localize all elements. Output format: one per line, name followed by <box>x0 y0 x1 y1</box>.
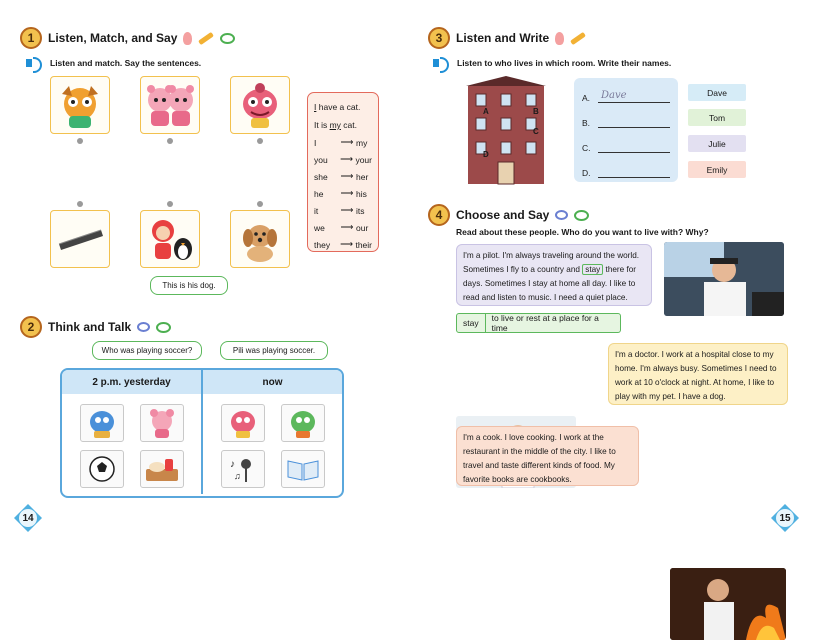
open-book-icon <box>281 450 325 488</box>
section2-heading <box>20 316 171 338</box>
pronoun-example-1: I have a cat. <box>314 102 361 112</box>
pink-bears-icon <box>143 80 197 130</box>
section2-title: Think and Talk <box>48 320 132 334</box>
arrow-icon: ⟶ <box>340 239 354 249</box>
name-chip-emily[interactable]: Emily <box>688 161 746 178</box>
toys-icon <box>143 213 197 265</box>
food-tray-icon <box>140 450 184 488</box>
arrow-icon: ⟶ <box>340 222 354 232</box>
answer-line-d: D. <box>582 153 670 178</box>
pink-monster-icon <box>221 404 265 442</box>
pronoun-row: they ⟶ their <box>314 239 372 250</box>
highlight-stay: stay <box>582 264 603 275</box>
page-number-right: 15 <box>770 503 800 533</box>
match-dot[interactable] <box>257 201 263 207</box>
ear-icon <box>183 32 192 45</box>
card-comb[interactable] <box>50 210 110 268</box>
audio-speaker-icon[interactable] <box>433 56 449 70</box>
microphone-music-icon <box>221 450 265 488</box>
table-header <box>62 370 342 394</box>
pink-monster-icon <box>235 80 285 130</box>
answer-bubble: Pili was playing soccer. <box>220 341 328 360</box>
answer-panel <box>574 78 678 182</box>
think-talk-table <box>60 368 344 498</box>
pencil-icon <box>570 31 586 44</box>
section4-instruction: Read about these people. Who do you want to live with? Why? <box>456 227 709 237</box>
section1-instruction-row <box>26 56 201 70</box>
match-dot[interactable] <box>77 138 83 144</box>
match-dot[interactable] <box>257 138 263 144</box>
section1-instruction: Listen and match. Say the sentences. <box>50 58 202 68</box>
dog-icon <box>235 214 285 264</box>
svg-text:♪: ♪ <box>230 459 235 470</box>
arrow-icon: ⟶ <box>340 171 354 181</box>
thought-bubble-icon <box>555 210 568 220</box>
match-dot[interactable] <box>77 201 83 207</box>
table-body <box>62 394 342 494</box>
apartment-building <box>462 74 550 186</box>
speech-bubble-icon <box>574 210 589 221</box>
ship-wheel-icon: 2 <box>20 316 42 338</box>
question-bubble: Who was playing soccer? <box>92 341 202 360</box>
card-toys[interactable] <box>140 210 200 268</box>
cook-text: I'm a cook. I love cooking. I work at the restaurant in the middle of the city. I like to travel and taste different kinds of food. My favorite books are cookbooks. <box>456 426 639 486</box>
section3-heading <box>428 27 586 49</box>
pronoun-box <box>307 92 379 252</box>
card-pink-monster[interactable] <box>230 76 290 134</box>
now-cell <box>203 394 342 494</box>
blue-monster-icon <box>80 404 124 442</box>
room-label-d: D <box>483 150 489 159</box>
pencil-icon <box>198 31 214 44</box>
cook-icon <box>670 568 786 640</box>
pronoun-row: it ⟶ its <box>314 205 365 216</box>
section4-title: Choose and Say <box>456 208 550 222</box>
pronoun-row: you ⟶ your <box>314 154 372 165</box>
card-dog[interactable] <box>230 210 290 268</box>
arrow-icon: ⟶ <box>340 205 354 215</box>
card-raccoon[interactable] <box>50 76 110 134</box>
name-chip-dave[interactable]: Dave <box>688 84 746 101</box>
pronoun-row: we ⟶ our <box>314 222 369 233</box>
thought-bubble-icon <box>137 322 150 332</box>
pronoun-example-2: It is my cat. <box>314 120 357 130</box>
match-dot[interactable] <box>167 138 173 144</box>
room-label-a: A <box>483 107 489 116</box>
pronoun-row: I ⟶ my <box>314 137 368 148</box>
pilot-text: I'm a pilot. I'm always traveling around the world. Sometimes I fly to a country and stay there for days. Sometimes I stay at home all day. I like to read and listen to music. I need a quiet place. <box>456 244 652 306</box>
room-label-c: C <box>533 127 539 136</box>
answer-input-b[interactable] <box>598 115 670 128</box>
room-label-b: B <box>533 107 539 116</box>
ship-wheel-icon: 4 <box>428 204 450 226</box>
page-number-left: 14 <box>13 503 43 533</box>
pronoun-row: he ⟶ his <box>314 188 367 199</box>
pronoun-row: she ⟶ her <box>314 171 369 182</box>
speech-bubble-dog: This is his dog. <box>150 276 228 295</box>
vocab-definition: to live or rest at a place for a time <box>491 313 599 333</box>
arrow-icon: ⟶ <box>340 137 354 147</box>
answer-input-c[interactable] <box>598 140 670 153</box>
ear-icon <box>555 32 564 45</box>
svg-text:♫: ♫ <box>234 471 241 481</box>
name-chip-tom[interactable]: Tom <box>688 109 746 126</box>
doctor-text: I'm a doctor. I work at a hospital close to my home. I'm always busy. Sometimes I need to work at 10 o'clock at night. At home, I like to play with my pet. I have a dog. <box>608 343 788 405</box>
section3-title: Listen and Write <box>456 31 550 45</box>
answer-input-a[interactable]: Dave <box>598 90 670 103</box>
audio-speaker-icon[interactable] <box>26 56 42 70</box>
soccer-ball-icon <box>80 450 124 488</box>
arrow-icon: ⟶ <box>340 188 354 198</box>
speech-bubble-icon <box>156 322 171 333</box>
pilot-photo <box>664 242 784 316</box>
card-pink-bears[interactable] <box>140 76 200 134</box>
green-monster-icon <box>281 404 325 442</box>
answer-line-c: C. <box>582 128 670 153</box>
column-yesterday: 2 p.m. yesterday <box>62 370 203 394</box>
answer-line-a: A. Dave <box>582 78 670 103</box>
vocab-word: stay <box>457 314 486 332</box>
arrow-icon: ⟶ <box>340 154 354 164</box>
section1-title: Listen, Match, and Say <box>48 31 178 45</box>
section3-instruction: Listen to who lives in which room. Write their names. <box>457 58 672 68</box>
pilot-icon <box>664 242 784 316</box>
section1-heading <box>20 27 235 49</box>
raccoon-icon <box>55 80 105 130</box>
cook-photo <box>670 568 786 640</box>
match-dot[interactable] <box>167 201 173 207</box>
vocab-box <box>456 313 621 333</box>
ship-wheel-icon: 1 <box>20 27 42 49</box>
answer-line-b: B. <box>582 103 670 128</box>
yesterday-cell <box>62 394 203 494</box>
section4-heading <box>428 204 589 226</box>
column-now: now <box>262 376 283 388</box>
speech-bubble-icon <box>220 33 235 44</box>
pink-bear-icon <box>140 404 184 442</box>
ship-wheel-icon: 3 <box>428 27 450 49</box>
answer-input-d[interactable] <box>598 165 670 178</box>
name-chip-julie[interactable]: Julie <box>688 135 746 152</box>
section3-instruction-row <box>433 56 671 70</box>
comb-icon <box>55 224 105 254</box>
